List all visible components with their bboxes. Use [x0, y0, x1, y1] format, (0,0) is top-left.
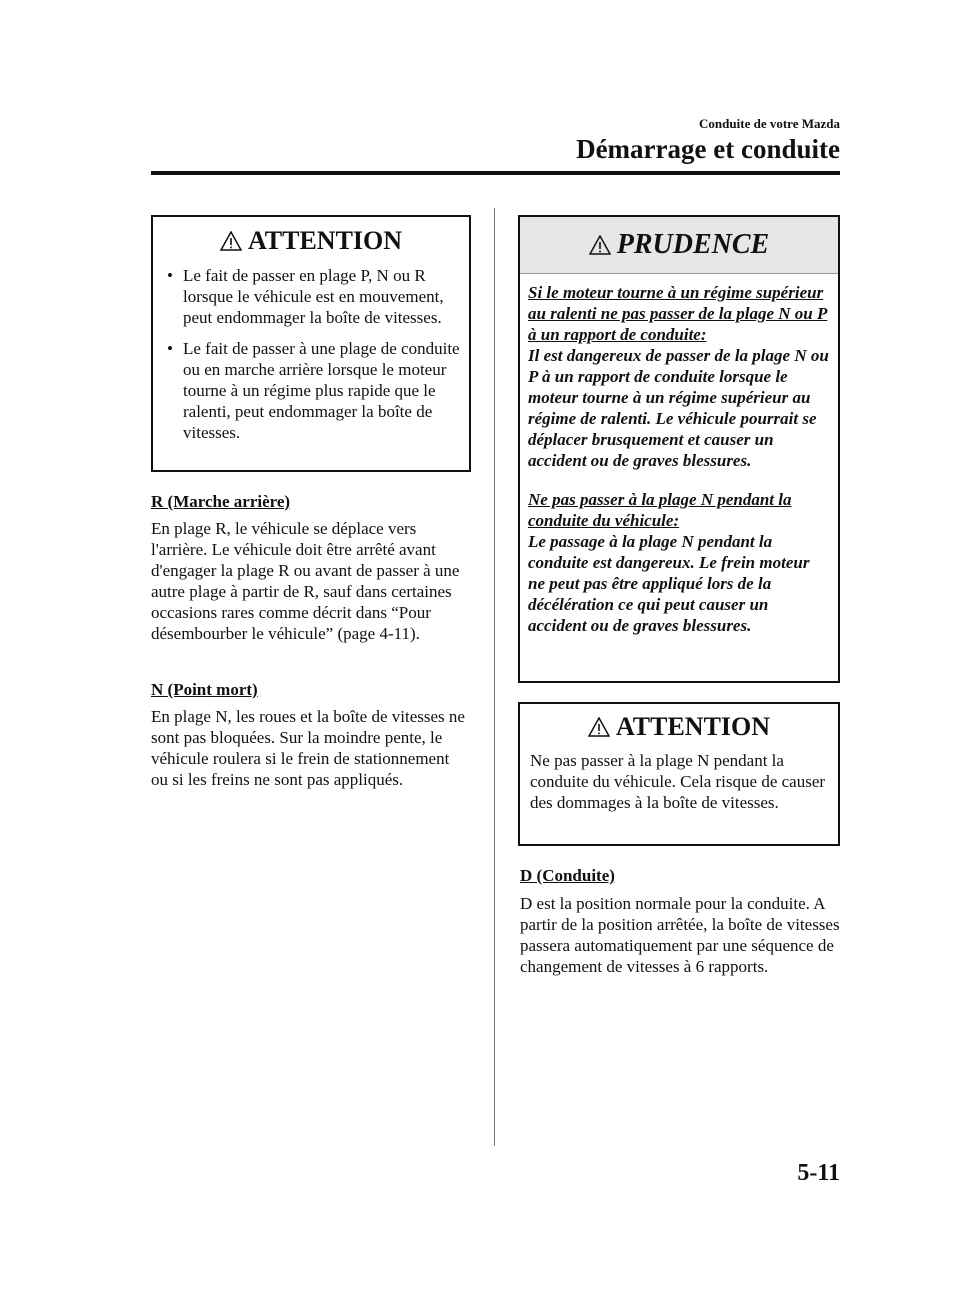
chapter-subtitle: Conduite de votre Mazda [699, 116, 840, 131]
page-number: 5-11 [797, 1160, 840, 1186]
warning-triangle-icon [588, 717, 610, 737]
attention-bullet: • Le fait de passer à une plage de conduite ou en marche arrière lorsque le moteur tourne à un régime plus rapide que le ralenti, peut endommager la boîte de vitesses. [167, 338, 469, 443]
prudence-item2-text: Le passage à la plage N pendant la conduite est dangereux. Le frein moteur ne peut pas être appliqué lors de la décélération ce qui peut causer un accident ou de graves blessures. [528, 532, 810, 635]
warning-triangle-icon [220, 231, 242, 251]
attention-bullet-list [153, 265, 469, 443]
header-rule [151, 171, 840, 175]
attention-box-left-title [153, 217, 469, 265]
attention-bullet: • Le fait de passer en plage P, N ou R lorsque le véhicule est en mouvement, peut endommager la boîte de vitesses. [167, 265, 469, 328]
section-text-d: D est la position normale pour la conduite. A partir de la position arrêtée, la boîte de vitesses passera automatiquement par une séquence de changement de vitesses à 6 rapports. [520, 894, 840, 976]
section-text-n: En plage N, les roues et la boîte de vitesses ne sont pas bloquées. Sur la moindre pente, le véhicule roulera si le frein de stationnement ou si les freins ne sont pas appliqués. [151, 707, 465, 789]
prudence-box [518, 215, 840, 683]
attention-title-text: ATTENTION [247, 226, 403, 255]
section-heading-n: N (Point mort) [151, 680, 258, 699]
attention-box-right-title [520, 704, 838, 750]
prudence-content [520, 274, 838, 636]
prudence-item1-heading: Si le moteur tourne à un régime supérieur au ralenti ne pas passer de la plage N ou P à un rapport de conduite: [528, 283, 828, 344]
chapter-title: Démarrage et conduite [576, 134, 840, 164]
attention-box-left [151, 215, 471, 472]
attention-right-text: Ne pas passer à la plage N pendant la conduite du véhicule. Cela risque de causer des dommages à la boîte de vitesses. [530, 751, 826, 812]
section-heading-d: D (Conduite) [520, 866, 615, 885]
prudence-item2-heading: Ne pas passer à la plage N pendant la conduite du véhicule: [528, 490, 792, 530]
prudence-title-text: PRUDENCE [616, 229, 770, 260]
attention-box-right [518, 702, 840, 846]
attention-title-text: ATTENTION [615, 712, 771, 741]
section-text-r: En plage R, le véhicule se déplace vers l'arrière. Le véhicule doit être arrêté avant d'engager la plage R ou avant de passer à une autre plage à partir de R, sauf dans certaines occasions rares comme décrit dans “Pour désembourber le véhicule” (page 4-11). [151, 519, 460, 643]
prudence-box-title [520, 217, 838, 274]
section-heading-r: R (Marche arrière) [151, 492, 291, 511]
prudence-item1-text: Il est dangereux de passer de la plage N ou P à un rapport de conduite lorsque le moteur tourne à un régime supérieur au régime de ralenti. Le véhicule pourrait se déplacer brusquement et causer un accident ou de graves blessures. [528, 346, 829, 470]
column-divider [494, 208, 495, 1146]
warning-triangle-icon [589, 235, 611, 255]
